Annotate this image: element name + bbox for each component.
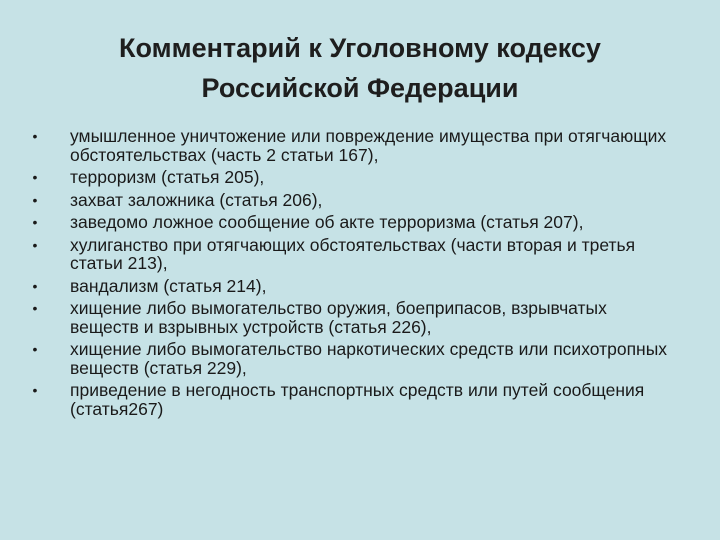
bullet-text: хищение либо вымогательство наркотических средств или психотропных веществ (статья 229), [70,339,668,378]
bullet-marker: • [32,191,38,208]
bullet-marker: • [32,382,38,398]
bullet-item [28,168,678,187]
bullet-item [28,236,678,273]
bullet-item [28,340,678,377]
bullet-text: умышленное уничтожение или повреждение имущества при отягчающих обстоятельствах (часть 2 статьи 167), [70,126,667,165]
bullet-text: хищение либо вымогательство оружия, боеприпасов, взрывчатых веществ и взрывных устройств (статья 226), [70,298,607,337]
bullet-text: захват заложника (статья 206), [70,189,323,210]
bullet-text: вандализм (статья 214), [70,275,267,296]
bullet-item [28,191,678,210]
bullet-text: приведение в негодность транспортных средств или путей сообщения (статья267) [70,380,645,419]
slide-title [40,28,680,108]
bullet-marker: • [32,128,38,144]
bullet-text: терроризм (статья 205), [70,167,265,187]
bullet-marker: • [32,277,38,294]
slide-title-line-2: Российской Федерации [201,73,519,103]
bullet-item [28,381,678,418]
bullet-item [28,213,678,232]
bullet-marker: • [32,236,38,253]
bullet-list [28,127,678,422]
bullet-text: заведомо ложное сообщение об акте терроризма (статья 207), [70,212,584,232]
bullet-item [28,277,678,296]
bullet-item [28,127,678,164]
bullet-marker: • [32,300,38,316]
bullet-marker: • [32,341,38,357]
bullet-marker: • [32,169,38,185]
bullet-item [28,299,678,336]
slide-title-line-1: Комментарий к Уголовному кодексу [119,33,601,63]
bullet-text: хулиганство при отягчающих обстоятельствах (части вторая и третья статьи 213), [70,234,636,273]
bullet-marker: • [32,214,38,230]
